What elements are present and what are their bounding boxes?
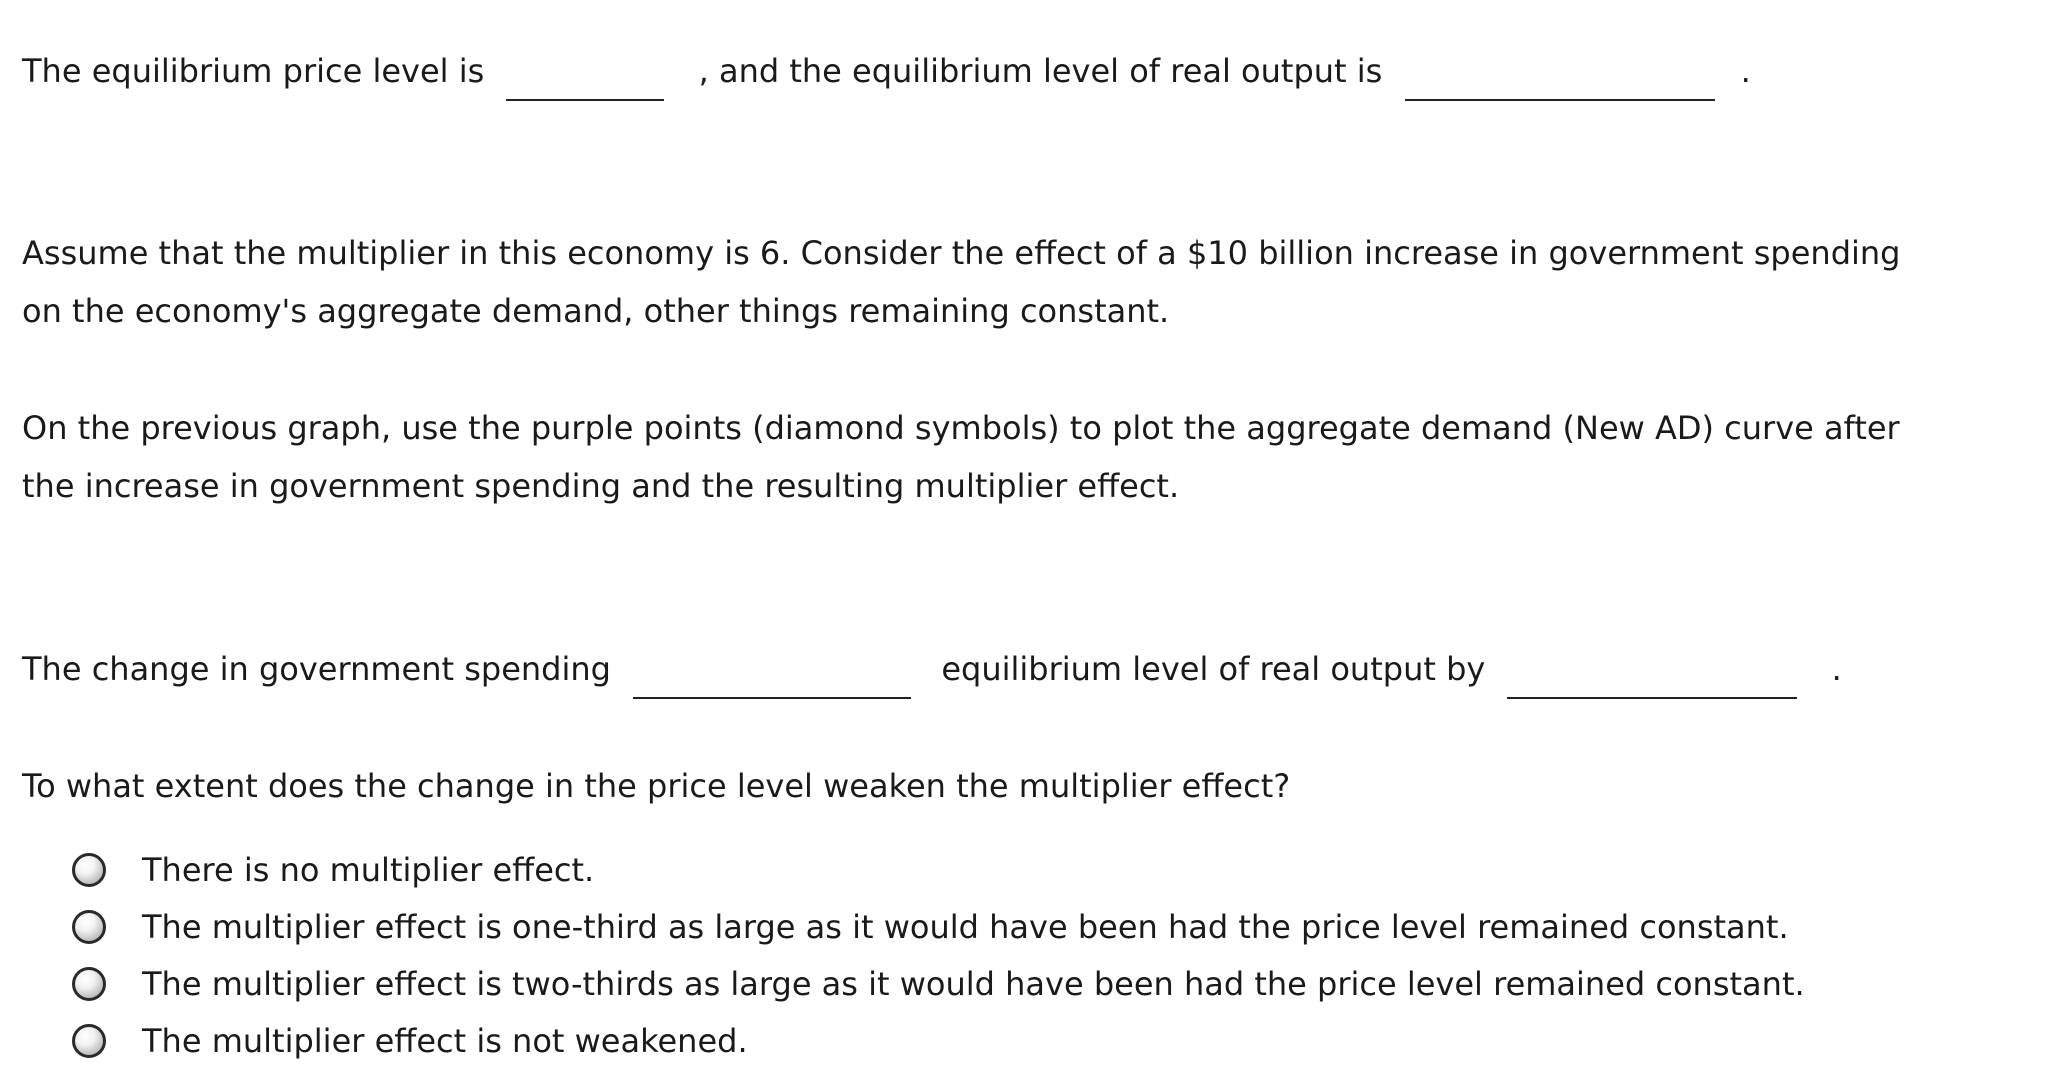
radio-button[interactable] <box>72 853 106 887</box>
radio-button[interactable] <box>72 967 106 1001</box>
equilibrium-question-text-1: The equilibrium price level is <box>22 52 485 90</box>
answer-option-not-weakened[interactable] <box>72 1015 748 1067</box>
multiplier-paragraph-line-1: Assume that the multiplier in this economy is 6. Consider the effect of a $10 billion increase in government spending <box>22 234 1901 272</box>
radio-button[interactable] <box>72 1024 106 1058</box>
government-spending-question-end: . <box>1831 650 1842 688</box>
spending-effect-input[interactable] <box>633 657 911 699</box>
answer-option-two-thirds[interactable] <box>72 958 1805 1010</box>
equilibrium-question-text-2: , and the equilibrium level of real output is <box>698 52 1383 90</box>
graph-instruction-line-1: On the previous graph, use the purple points (diamond symbols) to plot the aggregate demand (New AD) curve after <box>22 409 1900 447</box>
equilibrium-question-end: . <box>1740 52 1751 90</box>
answer-option-label: There is no multiplier effect. <box>142 851 595 889</box>
graph-instruction-line-2: the increase in government spending and the resulting multiplier effect. <box>22 467 1180 505</box>
output-change-input[interactable] <box>1507 657 1797 699</box>
answer-option-label: The multiplier effect is two-thirds as large as it would have been had the price level remained constant. <box>142 965 1805 1003</box>
answer-option-no-multiplier[interactable] <box>72 844 594 896</box>
price-level-question: To what extent does the change in the price level weaken the multiplier effect? <box>22 767 1291 805</box>
multiplier-paragraph-line-2: on the economy's aggregate demand, other things remaining constant. <box>22 292 1170 330</box>
government-spending-question <box>22 640 1842 699</box>
government-spending-question-text-2: equilibrium level of real output by <box>941 650 1486 688</box>
equilibrium-output-input[interactable] <box>1405 59 1715 101</box>
government-spending-question-text-1: The change in government spending <box>22 650 611 688</box>
equilibrium-price-input[interactable] <box>506 59 664 101</box>
radio-button[interactable] <box>72 910 106 944</box>
answer-option-label: The multiplier effect is one-third as large as it would have been had the price level remained constant. <box>142 908 1789 946</box>
answer-option-label: The multiplier effect is not weakened. <box>142 1022 748 1060</box>
equilibrium-question <box>22 42 1751 101</box>
answer-option-one-third[interactable] <box>72 901 1789 953</box>
